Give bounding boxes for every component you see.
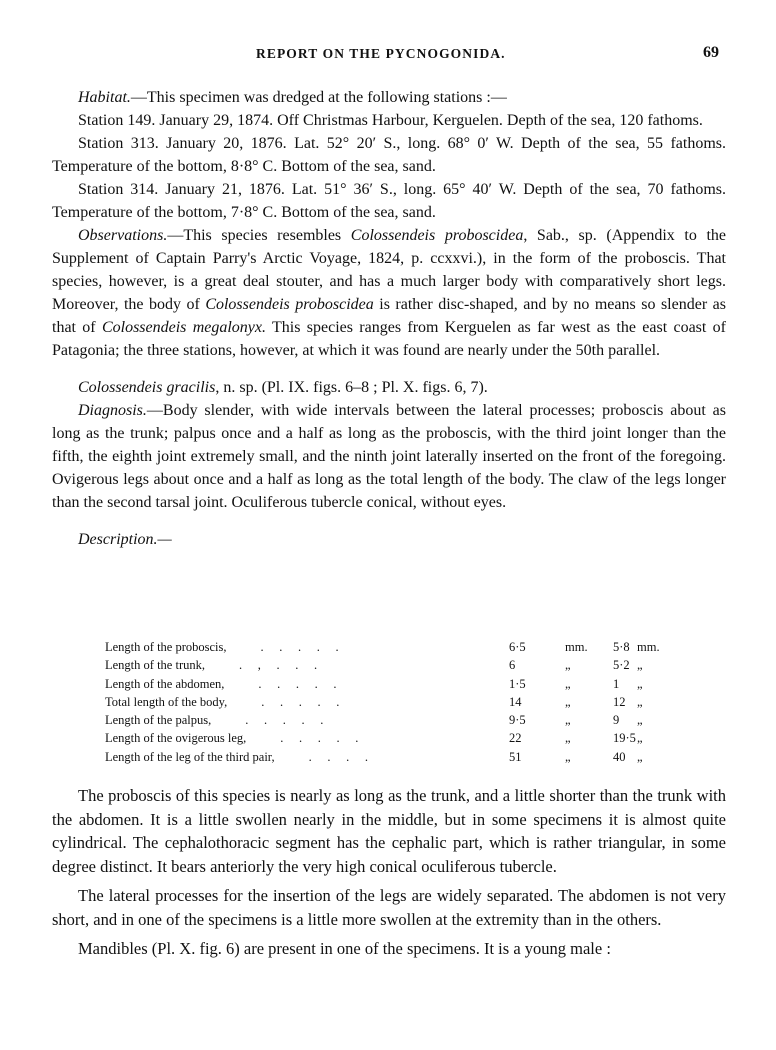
habitat-label: Habitat. [78, 89, 131, 106]
diagnosis-text: —Body slender, with wide intervals between the lateral processes; proboscis about as long as the trunk; palpus once and a half as long as the proboscis, with the third joint longer than the fifth, the eighth joint extremely small, and the ninth joint laterally inserted on the front of the foregoing. Ovigerous legs about once and a half as long as the total length of the body. The claw of the legs longer than the second tarsal joint. Oculiferous tubercle conical, without eyes. [52, 402, 726, 511]
lower-text [52, 784, 726, 961]
habitat-intro: —This specimen was dredged at the following stations :— [130, 89, 507, 106]
unit-specimen-1: mm. [565, 640, 588, 654]
value-specimen-2: 5·2 [613, 658, 630, 673]
measurement-label [105, 748, 509, 766]
measurement-name: Total length of the body, [105, 694, 228, 709]
table-row [105, 693, 660, 711]
leader-dots: . . . . . [245, 713, 324, 728]
value-specimen-1: 6·5 [509, 640, 526, 654]
table-row [105, 656, 660, 674]
unit-specimen-1: „ [565, 676, 571, 691]
species-ref: Colossendeis proboscidea [350, 227, 524, 244]
measurement-label [105, 729, 509, 747]
value-specimen-1: 6 [509, 658, 516, 673]
value-specimen-2: 12 [613, 694, 626, 709]
measurement-label [105, 711, 509, 729]
measurements-table [105, 638, 660, 766]
lateral-processes-paragraph: The lateral processes for the insertion of the legs are widely separated. The abdomen is not very short, and in one of the specimens is a little more swollen at the extremity than in the others. [52, 886, 726, 929]
measurement-name: Length of the trunk, [105, 658, 205, 673]
unit-specimen-2: mm. [637, 640, 660, 654]
measurement-label [105, 656, 509, 674]
value-specimen-1: 1·5 [509, 676, 526, 691]
station-314: Station 314. January 21, 1876. Lat. 51° 36′ S., long. 65° 40′ W. Depth of the sea, 70 fathoms. Temperature of the bottom, 7·8° C. Bottom of the sea, sand. [52, 181, 726, 221]
observations-text: is rather disc-shaped, and by no means so slender as that of [52, 296, 726, 336]
observations-text: This species ranges from Kerguelen as far west as the east coast of Patagonia; the three stations, however, at which it was found are nearly under the 50th parallel. [52, 319, 726, 359]
table-row [105, 638, 660, 656]
value-specimen-2: 9 [613, 713, 620, 728]
species-plates: , n. sp. (Pl. IX. figs. 6–8 ; Pl. X. figs. 6, 7). [215, 379, 488, 396]
unit-specimen-2: „ [637, 694, 643, 709]
species-ref: Colossendeis proboscidea [205, 296, 374, 313]
description-heading [52, 528, 726, 551]
value-specimen-1: 22 [509, 731, 522, 746]
table-row [105, 711, 660, 729]
value-specimen-1: 9·5 [509, 713, 526, 728]
running-header [0, 44, 776, 66]
page-number: 69 [703, 44, 719, 61]
species-heading [52, 376, 726, 399]
measurement-name: Length of the palpus, [105, 713, 212, 728]
value-specimen-2: 1 [613, 676, 620, 691]
measurement-label [105, 693, 509, 711]
station-149: Station 149. January 29, 1874. Off Christmas Harbour, Kerguelen. Depth of the sea, 120 fathoms. [78, 112, 703, 129]
unit-specimen-2: „ [637, 676, 643, 691]
unit-specimen-1: „ [565, 694, 571, 709]
diagnosis-paragraph [52, 399, 726, 514]
habitat-paragraph [52, 86, 726, 109]
leader-dots: . . . . . [261, 694, 340, 709]
table-row [105, 675, 660, 693]
unit-specimen-1: „ [565, 731, 571, 746]
unit-specimen-1: „ [565, 658, 571, 673]
station-313: Station 313. January 20, 1876. Lat. 52° 20′ S., long. 68° 0′ W. Depth of the sea, 55 fathoms. Temperature of the bottom, 8·8° C. Bottom of the sea, sand. [52, 135, 726, 175]
leader-dots: . . . . . [260, 640, 339, 654]
mandibles-paragraph: Mandibles (Pl. X. fig. 6) are present in one of the specimens. It is a young male : [78, 939, 611, 958]
proboscis-paragraph: The proboscis of this species is nearly as long as the trunk, and a little shorter than the trunk with the abdomen. It is a little swollen nearly in the middle, but in some specimens it is almost quite cylindrical. The cephalothoracic segment has the cephalic part, which is rather triangular, in some degree distinct. It bears anteriorly the very high conical oculiferous tubercle. [52, 786, 726, 876]
observations-paragraph [52, 224, 726, 362]
unit-specimen-2: „ [637, 713, 643, 728]
value-specimen-2: 40 [613, 749, 626, 764]
measurement-name: Length of the ovigerous leg, [105, 731, 247, 746]
measurement-name: Length of the leg of the third pair, [105, 749, 275, 764]
main-text [52, 86, 726, 551]
species-ref: Colossendeis megalonyx. [101, 319, 267, 336]
measurement-name: Length of the proboscis, [105, 640, 227, 654]
unit-specimen-1: „ [565, 713, 571, 728]
unit-specimen-1: „ [565, 749, 571, 764]
measurement-name: Length of the abdomen, [105, 676, 225, 691]
species-name: Colossendeis gracilis [78, 379, 216, 396]
table-row [105, 748, 660, 766]
unit-specimen-2: „ [637, 731, 643, 746]
leader-dots: . . . . . [280, 731, 359, 746]
value-specimen-1: 14 [509, 694, 522, 709]
leader-dots: . , . . . [238, 658, 318, 673]
unit-specimen-2: „ [637, 658, 643, 673]
table-row [105, 729, 660, 747]
diagnosis-label: Diagnosis. [78, 402, 147, 419]
unit-specimen-2: „ [637, 749, 643, 764]
header-title: REPORT ON THE PYCNOGONIDA. [256, 46, 506, 61]
value-specimen-1: 51 [509, 749, 522, 764]
leader-dots: . . . . [308, 749, 368, 764]
observations-label: Observations. [78, 227, 168, 244]
value-specimen-2: 5·8 [613, 640, 630, 654]
measurement-label [105, 675, 509, 693]
observations-text: —This species resembles [167, 227, 351, 244]
observations-text: , Sab., sp. (Appendix to the Supplement of Captain Parry's Arctic Voyage, 1824, p. ccxxvi.), in the form of the proboscis. That species, however, is a great deal stouter, and has a much larger body with comparatively short legs. Moreover, the body of [52, 227, 726, 313]
measurement-label [105, 638, 509, 656]
value-specimen-2: 19·5 [613, 731, 636, 746]
leader-dots: . . . . . [258, 676, 337, 691]
description-label: Description.— [78, 531, 172, 548]
